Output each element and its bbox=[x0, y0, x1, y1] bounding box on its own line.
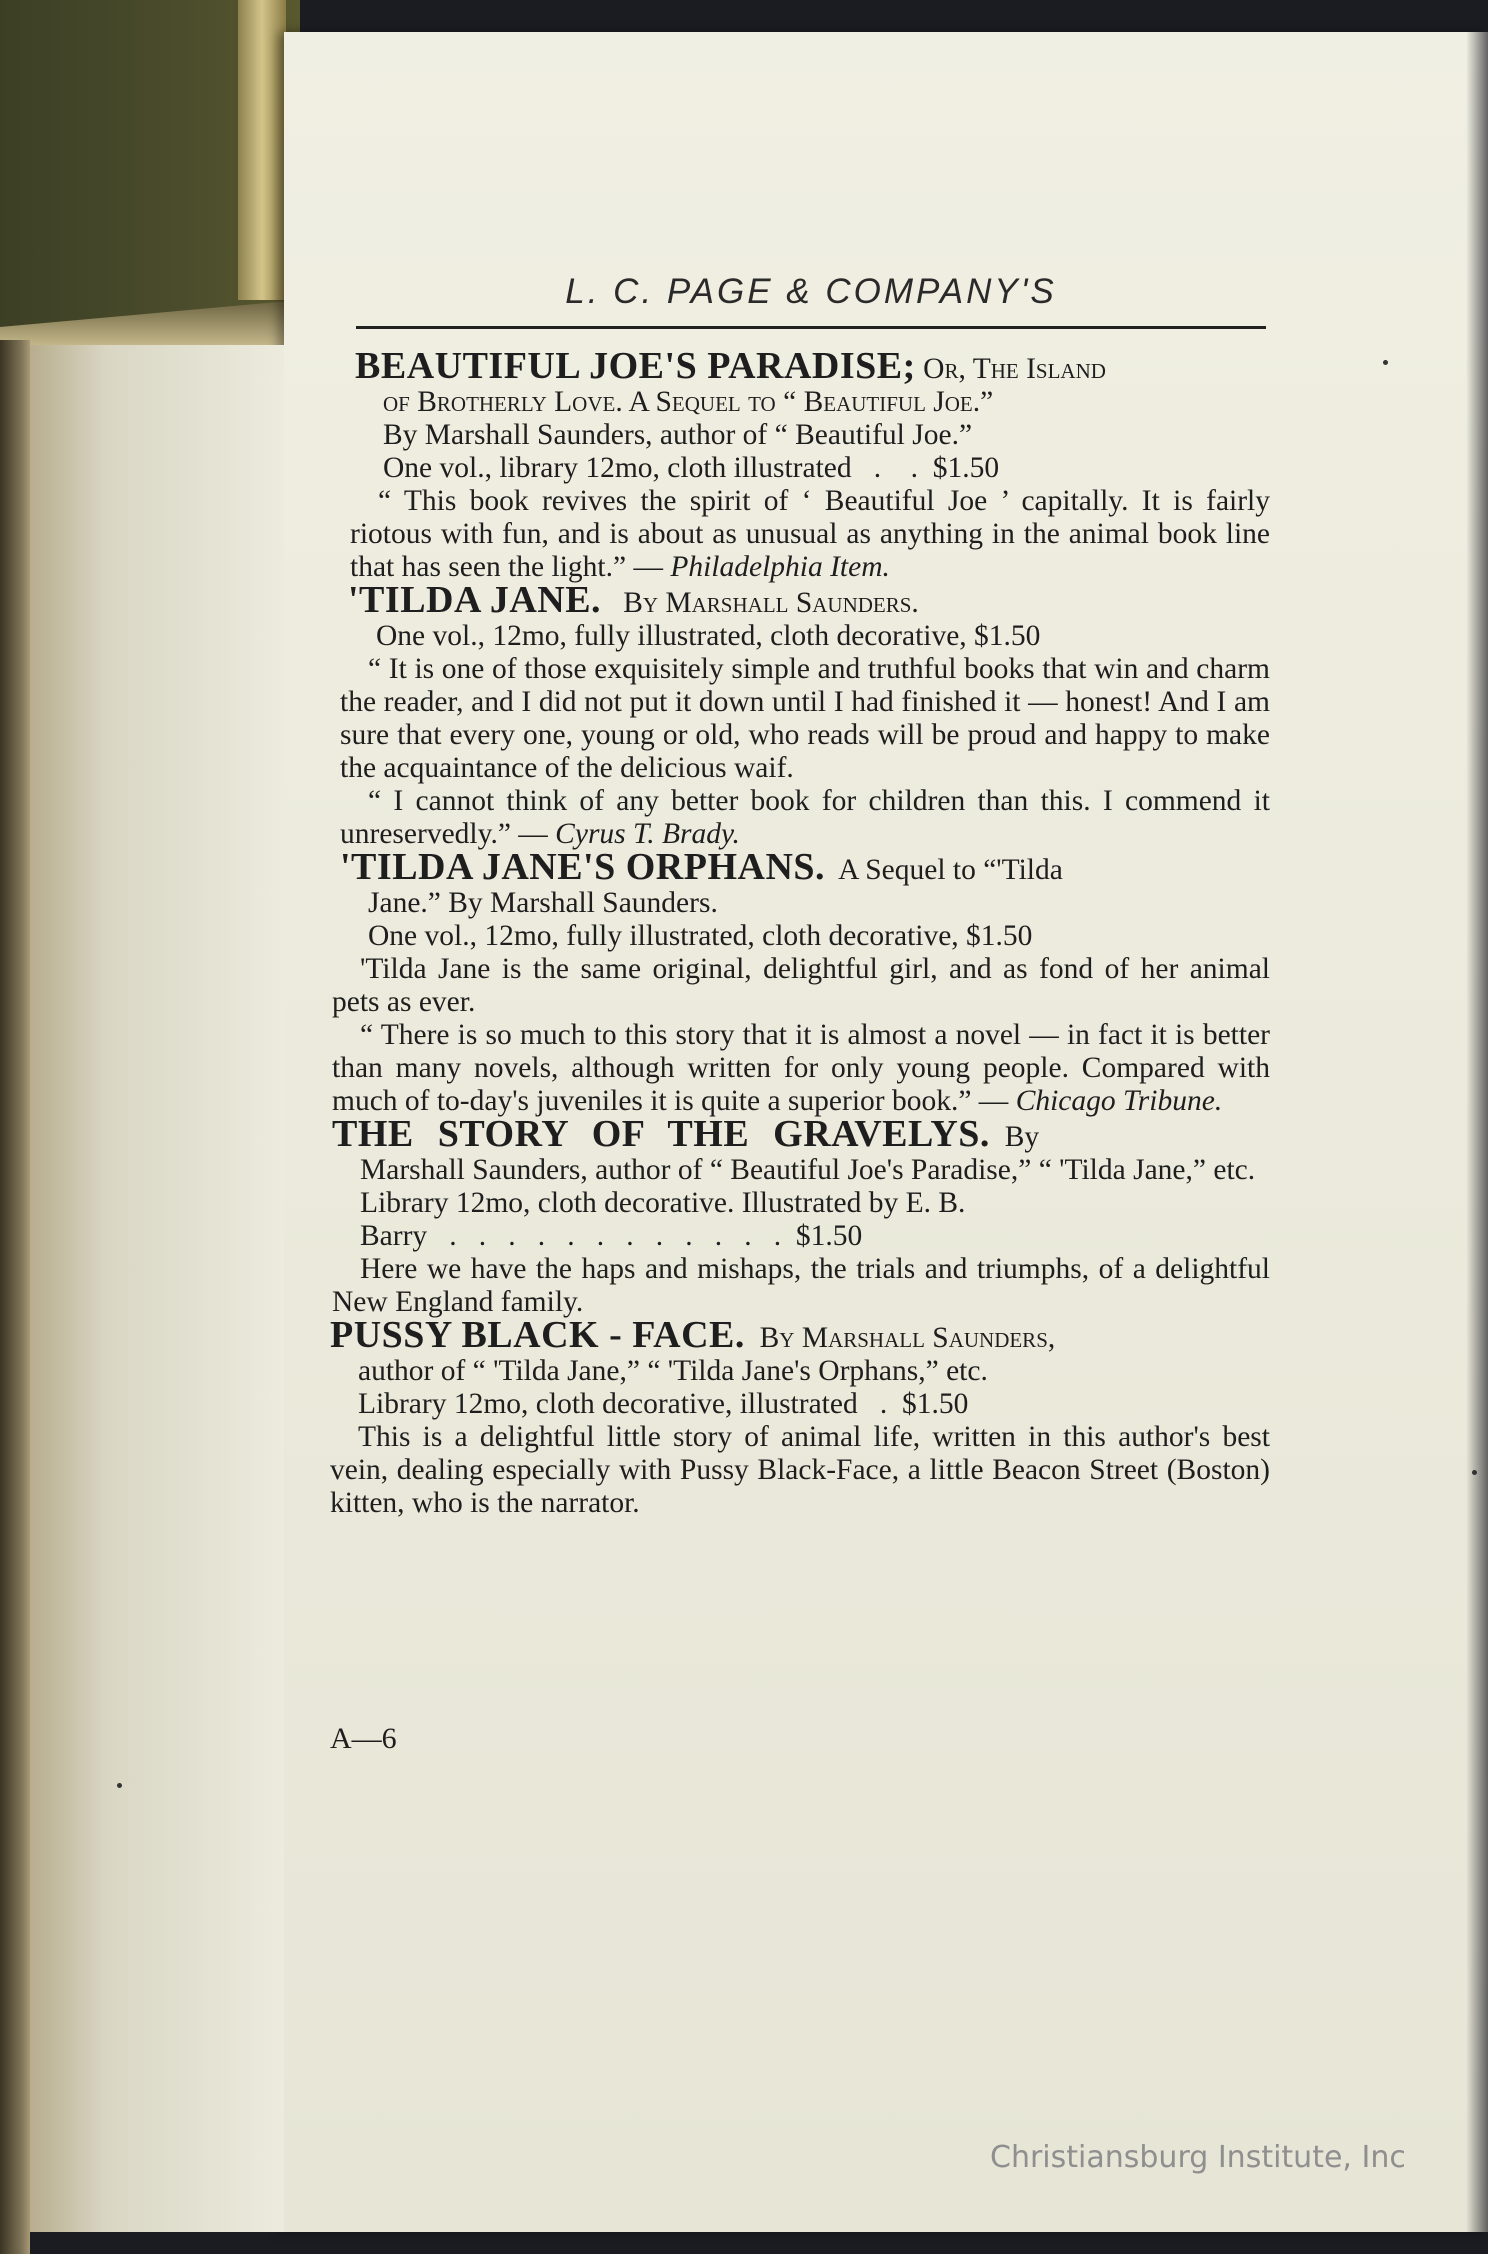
entry-subtitle: Or, The Island bbox=[915, 353, 1106, 385]
entry-author: By Marshall Saunders. bbox=[601, 587, 919, 619]
page-edges bbox=[0, 340, 30, 2254]
catalog-entry bbox=[330, 846, 1270, 1118]
header-rule bbox=[356, 326, 1266, 329]
entry-title: PUSSY BLACK - FACE. bbox=[330, 1314, 745, 1356]
catalog-entry bbox=[330, 345, 1270, 584]
entry-subtitle: A Sequel to “'Tilda bbox=[825, 854, 1063, 886]
entry-by: By bbox=[989, 1121, 1040, 1153]
entry-author: By Marshall Saunders, bbox=[744, 1322, 1056, 1354]
entry-price-line: One vol., 12mo, fully illustrated, cloth decorative, $1.50 bbox=[376, 620, 1041, 652]
catalog-entry bbox=[330, 579, 1270, 851]
review-text: “ This book revives the spirit of ‘ Beautiful Joe ’ capitally. It is fairly riotous with fun, and is about as unusual as anything in the animal book line that has seen the light.” — bbox=[350, 485, 1270, 583]
entry-price-line: Library 12mo, cloth decorative, illustrated . $1.50 bbox=[358, 1388, 969, 1420]
entry-title: 'TILDA JANE. bbox=[348, 579, 602, 621]
entry-title: BEAUTIFUL JOE'S PARADISE; bbox=[355, 345, 916, 387]
review-text: 'Tilda Jane is the same original, delightful girl, and as fond of her animal pets as ever. bbox=[332, 953, 1270, 1018]
paper-speck bbox=[1383, 360, 1388, 365]
entry-line: Library 12mo, cloth decorative. Illustrated by E. B. bbox=[360, 1187, 966, 1219]
catalog-entry bbox=[330, 1314, 1270, 1520]
watermark: Christiansburg Institute, Inc bbox=[990, 2140, 1406, 2175]
entry-line: author of “ 'Tilda Jane,” “ 'Tilda Jane's Orphans,” etc. bbox=[358, 1355, 988, 1387]
review-text: “ There is so much to this story that it is almost a novel — in fact it is better than many novels, although written for only young people. Compared with much of to-day's juveniles it is quite a superior book.” — bbox=[332, 1019, 1270, 1117]
review-text: “ I cannot think of any better book for children than this. I commend it unreservedly.” — bbox=[340, 785, 1270, 850]
review-text: This is a delightful little story of animal life, written in this author's best vein, dealing especially with Pussy Black-Face, a little Beacon Street (Boston) kitten, who is the narrator. bbox=[330, 1421, 1270, 1519]
entry-line: By Marshall Saunders, author of “ Beautiful Joe.” bbox=[383, 419, 973, 451]
entry-price-line: Barry . . . . . . . . . . . . $1.50 bbox=[360, 1220, 863, 1252]
review-source: Chicago Tribune. bbox=[1015, 1085, 1223, 1117]
review-text: “ It is one of those exquisitely simple and truthful books that win and charm the reader, and I did not put it down until I had finished it — honest! And I am sure that every one, young or old, who reads will be proud and happy to make the acquaintance of the delicious waif. bbox=[340, 653, 1270, 784]
catalog-body bbox=[330, 345, 1270, 1520]
running-header: L. C. PAGE & COMPANY'S bbox=[565, 272, 1057, 311]
entry-price-line: One vol., library 12mo, cloth illustrated . . $1.50 bbox=[383, 452, 1000, 484]
review-source: Philadelphia Item. bbox=[670, 551, 890, 583]
page-folio: A—6 bbox=[330, 1722, 397, 1755]
entry-line: Jane.” By Marshall Saunders. bbox=[368, 887, 718, 919]
review-text: Here we have the haps and mishaps, the trials and triumphs, of a delightful New England family. bbox=[332, 1253, 1270, 1318]
paper-speck bbox=[117, 1783, 122, 1788]
gilt-edge bbox=[238, 0, 286, 300]
entry-line: Marshall Saunders, author of “ Beautiful Joe's Paradise,” “ 'Tilda Jane,” etc. bbox=[360, 1154, 1256, 1186]
entry-line: of Brotherly Love. A Sequel to “ Beautiful Joe.” bbox=[383, 386, 994, 418]
entry-title: THE STORY OF THE GRAVELYS. bbox=[332, 1113, 990, 1155]
entry-price-line: One vol., 12mo, fully illustrated, cloth decorative, $1.50 bbox=[368, 920, 1033, 952]
entry-title: 'TILDA JANE'S ORPHANS. bbox=[340, 846, 826, 888]
review-source: Cyrus T. Brady. bbox=[555, 818, 740, 850]
catalog-entry bbox=[330, 1113, 1270, 1319]
paper-speck bbox=[1472, 1470, 1477, 1475]
